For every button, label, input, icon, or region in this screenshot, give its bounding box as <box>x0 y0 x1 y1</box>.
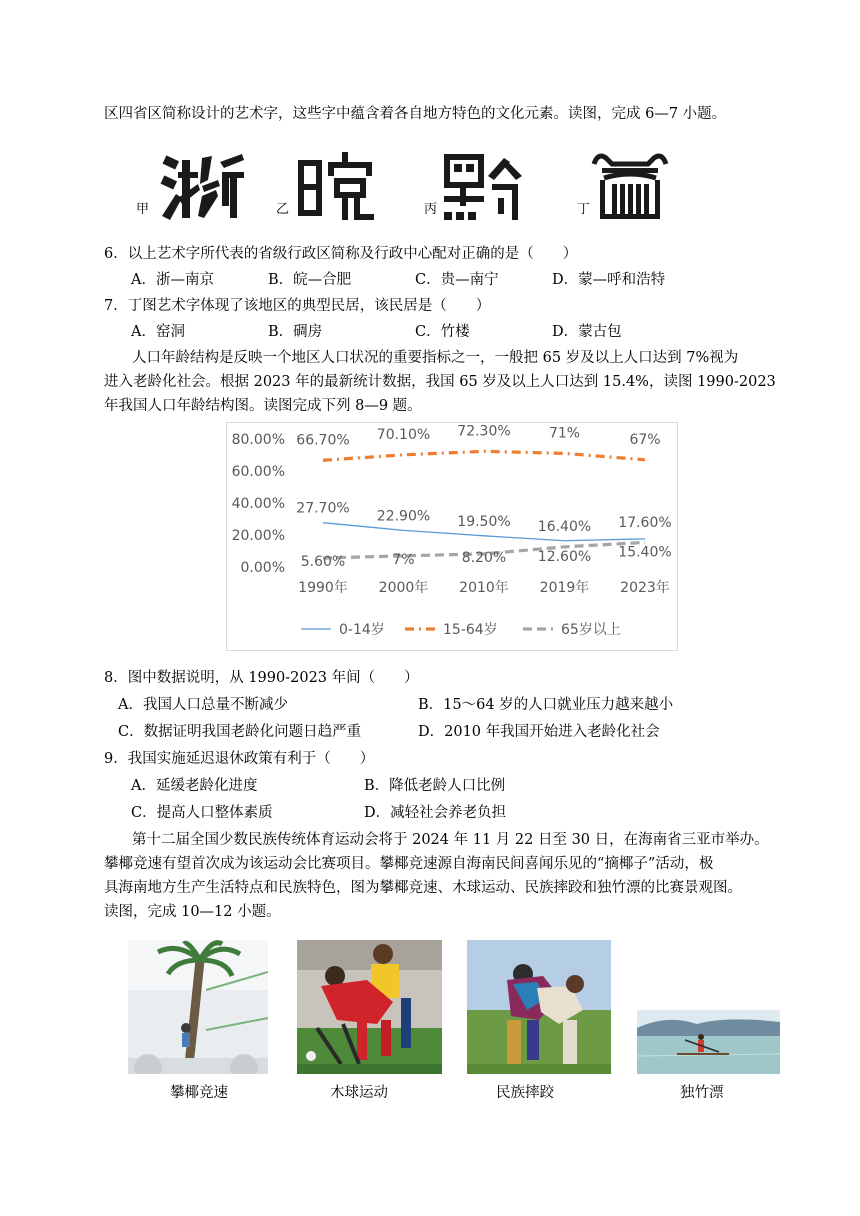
x-tick-label: 2000年 <box>378 580 429 596</box>
photo-caption-single-bamboo-rafting: 独竹漂 <box>680 1085 724 1101</box>
data-label: 8.20% <box>461 549 507 566</box>
question-9-option-d: D．减轻社会养老负担 <box>364 805 507 821</box>
question-9-option-c: C．提高人口整体素质 <box>131 805 273 821</box>
x-tick-label: 2010年 <box>459 580 509 596</box>
photo-caption-wooden-ball: 木球运动 <box>330 1085 388 1101</box>
data-label: 19.50% <box>457 513 511 530</box>
question-6-option-c: C．贵—南宁 <box>415 272 499 288</box>
legend-label-1: 15-64岁 <box>443 622 498 638</box>
data-label: 15.40% <box>618 544 672 561</box>
art-label-jia: 甲 <box>136 202 150 217</box>
y-tick-label: 80.00% <box>231 432 285 448</box>
art-label-yi: 乙 <box>276 202 290 217</box>
intro-line: 区四省区简称设计的艺术字，这些字中蕴含着各自地方特色的文化元素。读图，完成 6—7 小题。 <box>104 106 727 122</box>
passage2-line-2: 进入老龄化社会。根据 2023 年的最新统计数据，我国 65 岁及以上人口达到 15.4%，读图 1990-2023 <box>104 374 776 390</box>
question-8-option-c: C．数据证明我国老龄化问题日趋严重 <box>118 724 362 740</box>
question-9-stem: 9．我国实施延迟退休政策有利于（ ） <box>104 751 375 767</box>
art-char-meng-image <box>590 150 670 222</box>
question-7-option-b: B．碉房 <box>268 324 323 340</box>
art-char-qian-image <box>440 150 524 222</box>
data-label: 72.30% <box>457 423 511 440</box>
photo-ethnic-wrestling <box>467 940 611 1074</box>
y-tick-label: 0.00% <box>240 560 285 576</box>
question-8-option-d: D．2010 年我国开始进入老龄化社会 <box>418 724 660 740</box>
question-7-option-d: D．蒙古包 <box>552 324 622 340</box>
question-6-option-a: A．浙—南京 <box>131 272 214 288</box>
question-7-option-c: C．竹楼 <box>415 324 470 340</box>
question-9-option-b: B．降低老龄人口比例 <box>364 778 506 794</box>
photo-coconut-climbing <box>128 940 268 1074</box>
photo-caption-coconut-climbing: 攀椰竞速 <box>170 1085 228 1101</box>
question-7-option-a: A．窑洞 <box>131 324 185 340</box>
art-char-zhe-image <box>158 150 248 222</box>
question-8-option-b: B．15～64 岁的人口就业压力越来越小 <box>418 697 674 713</box>
art-label-bing: 丙 <box>424 202 438 217</box>
population-age-chart <box>226 422 678 651</box>
art-label-ding: 丁 <box>577 202 591 217</box>
data-label: 71% <box>548 425 581 442</box>
series-line-1 <box>323 451 645 460</box>
photo-wooden-ball <box>297 940 442 1074</box>
question-6-stem: 6．以上艺术字所代表的省级行政区简称及行政中心配对正确的是（ ） <box>104 246 578 262</box>
art-char-wan-image <box>292 150 378 222</box>
legend-label-2: 65岁以上 <box>561 622 621 638</box>
data-label: 7% <box>392 551 415 568</box>
passage2-line-3: 年我国人口年龄结构图。读图完成下列 8—9 题。 <box>104 398 422 414</box>
question-6-option-d: D．蒙—呼和浩特 <box>552 272 666 288</box>
data-label: 66.70% <box>296 432 350 449</box>
data-label: 16.40% <box>537 518 592 535</box>
data-label: 67% <box>629 431 661 448</box>
data-label: 17.60% <box>618 514 672 531</box>
passage3-line-1: 第十二届全国少数民族传统体育运动会将于 2024 年 11 月 22 日至 30 日，在海南省三亚市举办。 <box>132 832 769 848</box>
x-tick-label: 2019年 <box>539 580 590 596</box>
y-tick-label: 40.00% <box>231 496 285 512</box>
passage3-line-2: 攀椰竞速有望首次成为该运动会比赛项目。攀椰竞速源自海南民间喜闻乐见的“摘椰子”活动，极 <box>104 856 714 872</box>
data-label: 27.70% <box>296 500 350 517</box>
photo-single-bamboo-rafting <box>637 1010 780 1074</box>
x-tick-label: 1990年 <box>298 580 348 596</box>
question-7-stem: 7．丁图艺术字体现了该地区的典型民居，该民居是（ ） <box>104 298 491 314</box>
passage3-line-3: 具海南地方生产生活特点和民族特色，图为攀椰竞速、木球运动、民族摔跤和独竹漂的比赛景观图。 <box>104 880 742 896</box>
question-8-stem: 8．图中数据说明，从 1990-2023 年间（ ） <box>104 670 419 686</box>
question-6-option-b: B．皖—合肥 <box>268 272 352 288</box>
passage3-line-4: 读图，完成 10—12 小题。 <box>104 904 281 920</box>
question-9-option-a: A．延缓老龄化进度 <box>131 778 258 794</box>
x-tick-label: 2023年 <box>620 580 670 596</box>
photo-caption-ethnic-wrestling: 民族摔跤 <box>496 1085 554 1101</box>
data-label: 5.60% <box>300 554 346 571</box>
chart-svg <box>227 423 677 650</box>
y-tick-label: 20.00% <box>231 528 285 544</box>
legend-label-0: 0-14岁 <box>339 622 385 638</box>
y-tick-label: 60.00% <box>231 464 285 480</box>
data-label: 12.60% <box>537 548 592 565</box>
data-label: 22.90% <box>376 508 431 525</box>
question-8-option-a: A．我国人口总量不断减少 <box>118 697 288 713</box>
passage2-line-1: 人口年龄结构是反映一个地区人口状况的重要指标之一，一般把 65 岁及以上人口达到 7%视为 <box>132 350 739 366</box>
data-label: 70.10% <box>376 426 431 443</box>
